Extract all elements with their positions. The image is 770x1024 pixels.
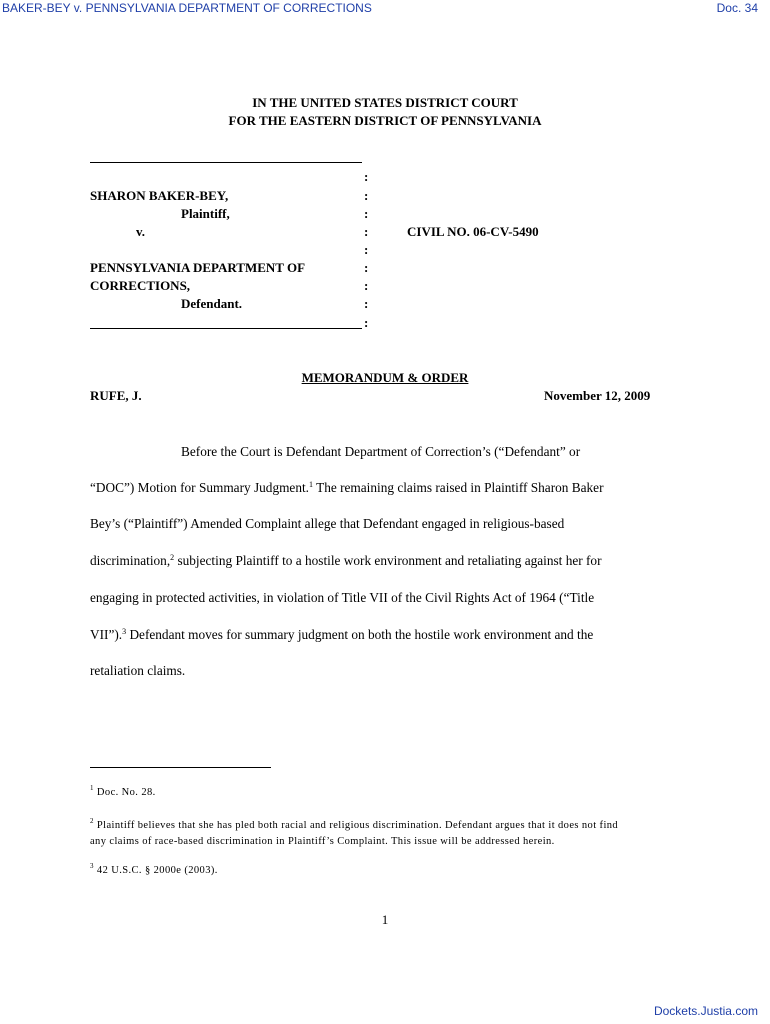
plaintiff-role: Plaintiff, [181, 206, 230, 221]
body-line: “DOC”) Motion for Summary Judgment.$^1$ The remaining claims raised in Plaintiff Sharon Baker [90, 480, 604, 495]
caption-top-rule [90, 162, 362, 163]
caption-colon: : [364, 224, 369, 239]
footnote-reference: 2 [170, 553, 175, 562]
defendant-role: Defendant. [181, 296, 243, 311]
footnote-3: $^3$ 42 U.S.C. § 2000e (2003). [90, 862, 218, 876]
header-case-title[interactable]: BAKER-BEY v. PENNSYLVANIA DEPARTMENT OF CORRECTIONS [2, 1, 372, 15]
versus-label: v. [136, 224, 146, 239]
justia-footer-link[interactable]: Dockets.Justia.com [653, 1004, 758, 1018]
caption-bottom-rule [90, 328, 362, 329]
court-name-line-1: IN THE UNITED STATES DISTRICT COURT [252, 95, 518, 110]
footnote-2-continued: any claims of race-based discrimination in Plaintiff’s Complaint. This issue will be addressed herein. [90, 836, 555, 847]
judge-name: RUFE, J. [90, 388, 142, 403]
header-doc-number[interactable]: Doc. 34 [716, 1, 758, 15]
caption-colon: : [364, 169, 369, 184]
defendant-name-line-2: CORRECTIONS, [90, 278, 191, 293]
footnote-reference: 3 [122, 627, 127, 636]
memorandum-title: MEMORANDUM & ORDER [301, 370, 469, 385]
plaintiff-name: SHARON BAKER-BEY, [90, 188, 229, 203]
footnote-1: $^1$ Doc. No. 28. [90, 784, 156, 798]
order-date: November 12, 2009 [544, 388, 651, 403]
body-line: retaliation claims. [90, 663, 186, 678]
footnote-separator [90, 767, 271, 768]
caption-colon: : [364, 296, 369, 311]
page-number: 1 [381, 912, 389, 927]
court-name-line-2: FOR THE EASTERN DISTRICT OF PENNSYLVANIA [228, 113, 542, 128]
caption-colon: : [364, 260, 369, 275]
body-line: discrimination,$^2$ subjecting Plaintiff to a hostile work environment and retaliating against her for [90, 553, 602, 568]
body-line: Bey’s (“Plaintiff”) Amended Complaint allege that Defendant engaged in religious-based [90, 516, 565, 531]
caption-colon: : [364, 242, 369, 257]
body-line: VII”).$^3$ Defendant moves for summary judgment on both the hostile work environment and the [90, 627, 594, 642]
body-line: Before the Court is Defendant Department of Correction’s (“Defendant” or [181, 444, 581, 459]
caption-colon: : [364, 206, 369, 221]
footnote-2: $^2$ Plaintiff believes that she has pled both racial and religious discrimination. Defendant argues that it does not find [90, 817, 619, 831]
caption-colon: : [364, 188, 369, 203]
civil-case-number: CIVIL NO. 06-CV-5490 [407, 224, 539, 239]
footnote-reference: 1 [309, 480, 314, 489]
caption-colon: : [364, 278, 369, 293]
defendant-name-line-1: PENNSYLVANIA DEPARTMENT OF [90, 260, 306, 275]
body-line: engaging in protected activities, in violation of Title VII of the Civil Rights Act of 1964 (“Title [90, 590, 595, 605]
caption-colon: : [364, 315, 369, 330]
